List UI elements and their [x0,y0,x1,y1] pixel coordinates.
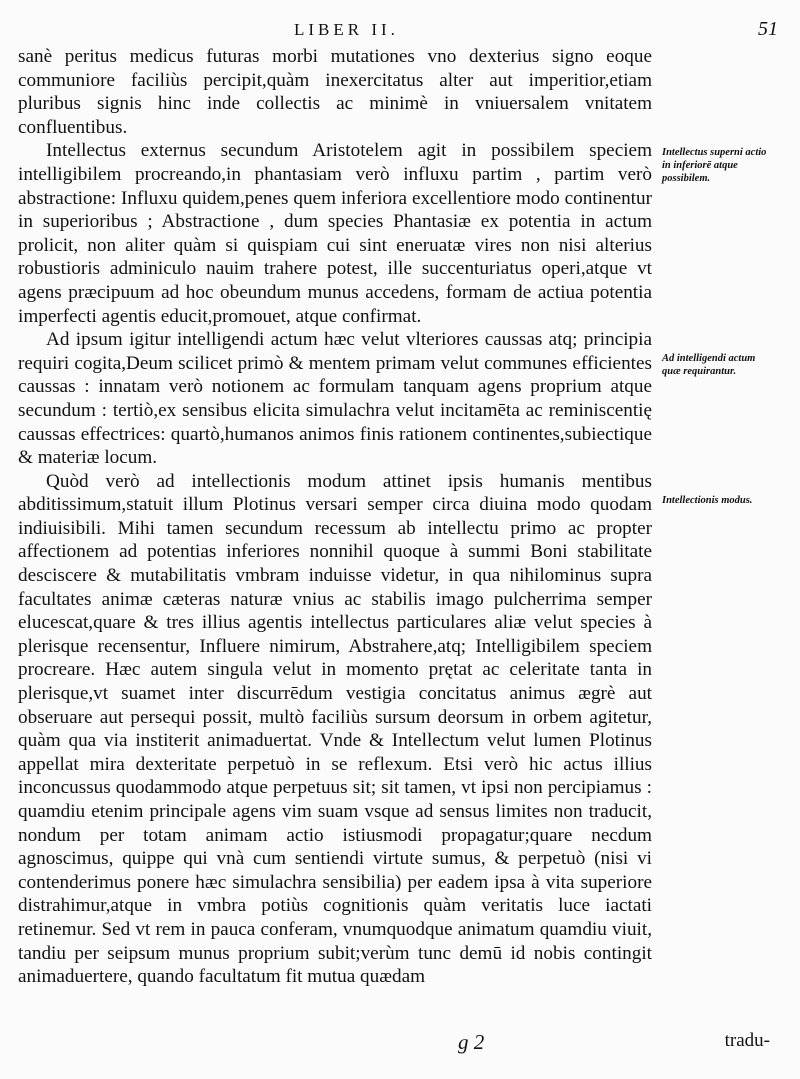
marginal-note: Ad intelligendi actum quæ requirantur. [662,353,756,377]
paragraph: Intellectus externus secundum Aristotelem agit in possibilem speciem intelligibilem procreando,in phantasiam verò influxu partim , partim verò abstractione: Influxu quidem,penes quem inferiora excellentiore modo continentur in superioribus ; Abstractione , dum species Phantasiæ ex potentia in actum prolicit, non aliter quàm si quispiam cui sint eneruatæ vires non nisi alterius robustioris adminiculo nauim trahere potest, ille succenturiatus operi,atque vt agens præcipuum ad hoc obeundum munus accedens, formam de actiua potentia imperfecti agentis educit,promouet, atque confirmat. [18,140,652,327]
page-footer [18,1030,780,1060]
signature-mark: g 2 [458,1030,485,1054]
paragraph: sanè peritus medicus futuras morbi mutationes vno dexterius signo eoque communiore faciliùs percipit,quàm inexercitatus alter aut imperitior,etiam pluribus signis hinc inde collectis ac minimè in vniuersalem vnitatem confluentibus. [18,46,652,138]
page-header [18,20,780,48]
marginal-note: Intellectionis modus. [662,495,753,506]
paragraph: Quòd verò ad intellectionis modum attinet ipsis humanis mentibus abditissimum,statuit illum Plotinus versari semper circa diuina modo quodam indiuisibili. Mihi tamen secundum recessum ab intellectu primo ac propter affectionem ad potentias inferiores nonnihil quoque à summi Boni stabilitate desciscere & mutabilitatis vmbram induisse videtur, in qua nihilominus supra facultates animæ cæteras naturæ vnius ac stabilis imago pulcherrima semper elucescat,quare & tres illius agentis intellectus particulares aliæ velut species à plerisque recensentur, Influere nimirum, Abstrahere,atq; Intelligibilem speciem procreare. Hæc autem singula velut in momento prętat ac celeritate tanta in plerisque,vt suamet inter discurrēdum vestigia concitatus animus ægrè aut obseruare aut persequi possit, multò faciliùs sursum deorsum in orbem agitetur, quàm qua via institerit animaduertat. Vnde & Intellectum velut lumen Plotinus appellat mira dexteritate perpetuò in se reflexum. Etsi verò hic actus illius inconcussus quodammodo atque perpetuus sit; sit tamen, vt ipsi non percipiamus : quamdiu etenim principale agens vim suam vsque ad sensus limites non traducit, nondum per totam animam actio istiusmodi propagatur;quare necdum agnoscimus, quippe qui vnà cum sentiendi virtute sumus, & perpetuò (nisi vi contenderimus ponere hæc simulachra sensibilia) per eadem ipsa à vita superiore distrahimur,atque in vmbra potiùs cognitionis quàm veritatis luce iactati retinemur. Sed vt rem in pauca conferam, vnumquodque animatum quamdiu viuit, tandiu per seipsum munus proprium subit;verùm tunc demū id nobis contingit animaduertere, quando facultatum fit mutua quædam [18,470,652,988]
page-number: 51 [758,18,778,40]
paragraph: Ad ipsum igitur intelligendi actum hæc velut vlteriores caussas atq; principia requiri cogita,Deum scilicet primò & mentem primam velut communes efficientes caussas : innatam verò notionem ac formulam tanquam agens proprium atque secundum : tertiò,ex sensibus elicita simulachra velut incitamēta ac reminiscentię caussas effectrices: quartò,humanos animos finis rationem continentes,subiectique & materiæ locum. [18,329,652,469]
catchword: tradu- [724,1030,770,1051]
running-head: LIBER II. [294,20,399,39]
marginal-note: Intellectus superni actio in inferiorē atque possibilem. [662,147,767,184]
main-text [18,45,652,989]
